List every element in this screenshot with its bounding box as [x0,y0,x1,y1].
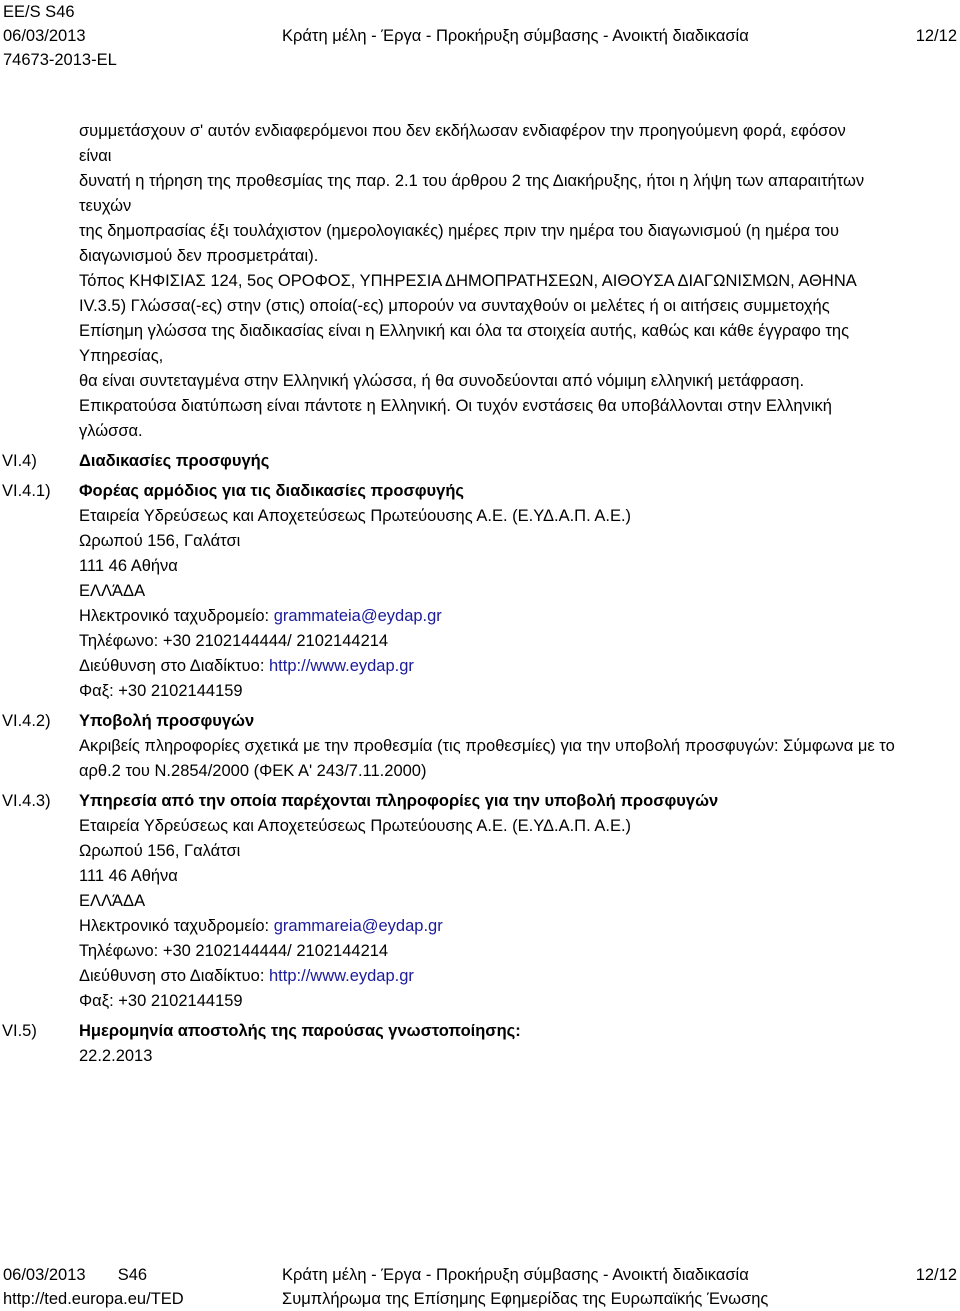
footer-series: S46 [117,1266,148,1284]
email-link[interactable]: grammareia@eydap.gr [273,917,443,935]
text-line: αρθ.2 του Ν.2854/2000 (ΦΕΚ Α' 243/7.11.2000) [79,762,427,780]
website-label: Διεύθυνση στο Διαδίκτυο: [79,967,269,985]
footer-subtitle: Συμπλήρωμα της Επίσημης Εφημερίδας της Ευρωπαϊκής Ένωσης [282,1290,769,1308]
text-line: είναι [79,147,112,165]
dispatch-date: 22.2.2013 [79,1047,153,1065]
page-footer [3,1263,957,1311]
text-line: δυνατή η τήρηση της προθεσμίας της παρ. 2.1 του άρθρου 2 της Διακήρυξης, ήτοι η λήψη των απαραιτήτων [79,172,865,190]
text-line: Επικρατούσα διατύπωση είναι πάντοτε η Ελληνική. Οι τυχόν ενστάσεις θα υποβάλλονται στην Ελληνική [79,397,832,415]
footer-url[interactable]: http://ted.europa.eu/TED [3,1290,184,1308]
footer-page-number: 12/12 [915,1266,957,1284]
website-row [79,964,414,988]
text-line: IV.3.5) Γλώσσα(-ες) στην (στις) οποία(-ες) μπορούν να συνταχθούν οι μελέτες ή οι αιτήσεις συμμετοχής [79,297,830,315]
email-label: Ηλεκτρονικό ταχυδρομείο: [79,607,274,625]
text-line: θα είναι συντεταγμένα στην Ελληνική γλώσσα, ή θα συνοδεύονται από νόμιμη ελληνική μετάφραση. [79,372,805,390]
header-title: Κράτη μέλη - Έργα - Προκήρυξη σύμβασης - Ανοικτή διαδικασία [282,27,749,45]
country: ΕΛΛΆΔΑ [79,582,146,600]
header-date: 06/03/2013 [3,27,86,45]
section-number-vi43: VI.4.3) [2,792,51,810]
phone-row: Τηλέφωνο: +30 2102144444/ 2102144214 [79,942,389,960]
city-postcode: 111 46 Αθήνα [79,867,178,885]
email-row [79,604,442,628]
section-number-vi5: VI.5) [2,1022,37,1040]
text-line: συμμετάσχουν σ' αυτόν ενδιαφερόμενοι που δεν εκδήλωσαν ενδιαφέρον την προηγούμενη φορά, εφόσον [79,122,846,140]
phone-row: Τηλέφωνο: +30 2102144444/ 2102144214 [79,632,389,650]
section-heading-vi42: Υποβολή προσφυγών [79,712,255,730]
header-reference: 74673-2013-EL [3,51,117,69]
footer-date: 06/03/2013 [3,1266,86,1284]
organization-name: Εταιρεία Υδρεύσεως και Αποχετεύσεως Πρωτεύουσης Α.Ε. (Ε.ΥΔ.Α.Π. Α.Ε.) [79,817,632,835]
header-doc-code: EE/S S46 [3,3,75,21]
fax-row: Φαξ: +30 2102144159 [79,682,243,700]
text-line: Επίσημη γλώσσα της διαδικασίας είναι η Ελληνική και όλα τα στοιχεία αυτής, καθώς και κάθε έγγραφο της [79,322,850,340]
section-heading-vi43: Υπηρεσία από την οποία παρέχονται πληροφορίες για την υποβολή προσφυγών [79,792,719,810]
street-address: Ωρωπού 156, Γαλάτσι [79,532,241,550]
email-row [79,914,443,938]
section-heading-vi41: Φορέας αρμόδιος για τις διαδικασίες προσφυγής [79,482,464,500]
section-number-vi41: VI.4.1) [2,482,51,500]
street-address: Ωρωπού 156, Γαλάτσι [79,842,241,860]
section-number-vi42: VI.4.2) [2,712,51,730]
header-page-number: 12/12 [915,27,957,45]
text-line: της δημοπρασίας έξι τουλάχιστον (ημερολογιακές) ημέρες πριν την ημέρα του διαγωνισμού (η ημέρα του [79,222,840,240]
text-line: Υπηρεσίας, [79,347,164,365]
text-line: διαγωνισμού δεν προσμετράται). [79,247,319,265]
section-heading-vi5: Ημερομηνία αποστολής της παρούσας γνωστοποίησης: [79,1022,521,1040]
section-heading-vi4: Διαδικασίες προσφυγής [79,452,270,470]
website-row [79,654,414,678]
website-link[interactable]: http://www.eydap.gr [269,657,414,675]
fax-row: Φαξ: +30 2102144159 [79,992,243,1010]
text-line: γλώσσα. [79,422,143,440]
website-link[interactable]: http://www.eydap.gr [269,967,414,985]
email-label: Ηλεκτρονικό ταχυδρομείο: [79,917,274,935]
email-link[interactable]: grammateia@eydap.gr [273,607,442,625]
footer-title: Κράτη μέλη - Έργα - Προκήρυξη σύμβασης - Ανοικτή διαδικασία [282,1266,749,1284]
city-postcode: 111 46 Αθήνα [79,557,178,575]
text-line: τευχών [79,197,132,215]
text-line: Ακριβείς πληροφορίες σχετικά με την προθεσμία (τις προθεσμίες) για την υποβολή προσφυγών: Σύμφωνα με το [79,737,895,755]
footer-date-series [3,1263,147,1287]
page-header [3,0,957,72]
text-line: Τόπος ΚΗΦΙΣΙΑΣ 124, 5ος ΟΡΟΦΟΣ, ΥΠΗΡΕΣΙΑ ΔΗΜΟΠΡΑΤΗΣΕΩΝ, ΑΙΘΟΥΣΑ ΔΙΑΓΩΝΙΣΜΩΝ, ΑΘΗΝΑ [79,272,857,290]
website-label: Διεύθυνση στο Διαδίκτυο: [79,657,269,675]
organization-name: Εταιρεία Υδρεύσεως και Αποχετεύσεως Πρωτεύουσης Α.Ε. (Ε.ΥΔ.Α.Π. Α.Ε.) [79,507,632,525]
section-number-vi4: VI.4) [2,452,37,470]
country: ΕΛΛΆΔΑ [79,892,146,910]
